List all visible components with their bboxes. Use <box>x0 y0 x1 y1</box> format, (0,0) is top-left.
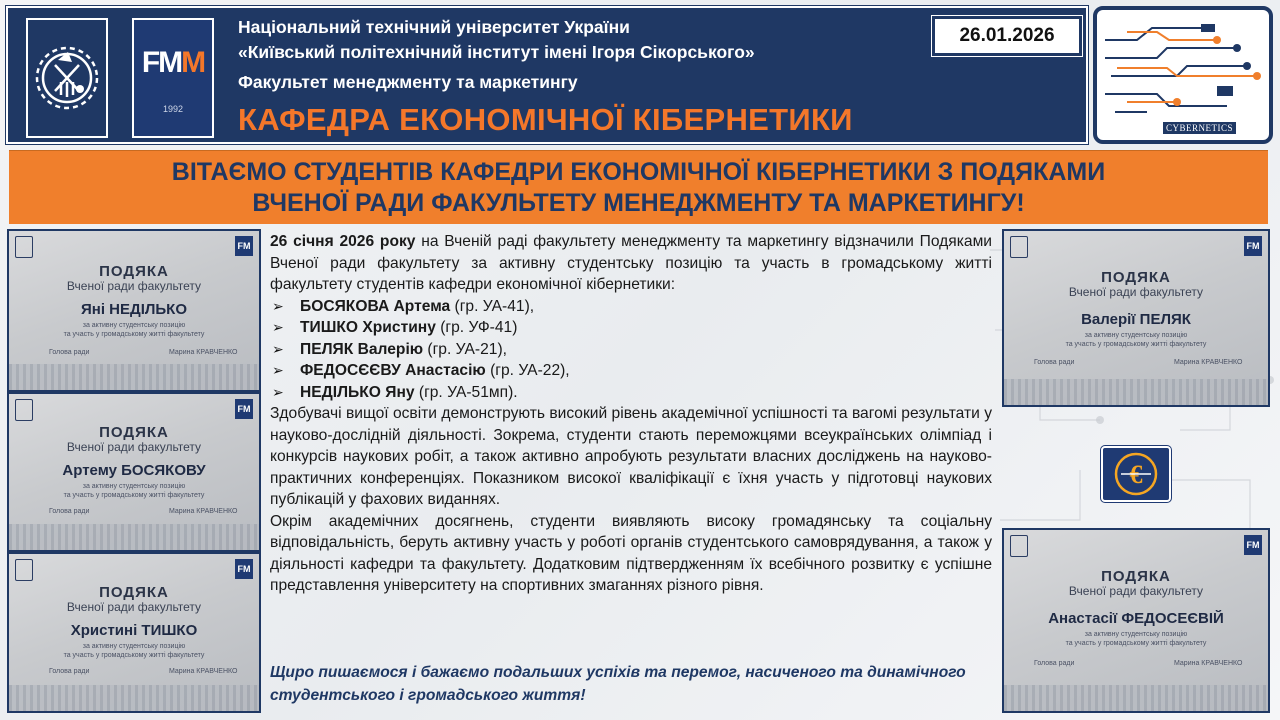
student-list <box>270 296 992 404</box>
cert-title: ПОДЯКА <box>99 584 169 601</box>
department-title: КАФЕДРА ЕКОНОМІЧНОЇ КІБЕРНЕТИКИ <box>238 102 853 137</box>
cert-fine-2: та участь у громадському житті факультету <box>1065 341 1207 348</box>
cert-recipient: Христині ТИШКО <box>70 622 198 639</box>
cert-emblem-icon <box>1010 236 1028 258</box>
kpi-emblem-icon <box>26 18 108 138</box>
list-item <box>270 339 992 361</box>
cert-title: ПОДЯКА <box>99 263 169 280</box>
fmm-logo-accent: M <box>181 46 205 79</box>
university-name-line2: «Київський політехнічний інститут імені Ігоря Сікорського» <box>238 42 755 62</box>
date-badge <box>932 16 1082 56</box>
cert-title: ПОДЯКА <box>1101 269 1171 286</box>
header-panel <box>6 6 1088 144</box>
cert-building-drawing <box>9 524 259 550</box>
cert-sign-right: Марина КРАВЧЕНКО <box>169 508 238 515</box>
fmm-year: 1992 <box>162 104 184 114</box>
cert-emblem-icon <box>1010 535 1028 557</box>
banner-line-1: ВІТАЄМО СТУДЕНТІВ КАФЕДРИ ЕКОНОМІЧНОЇ КІБЕРНЕТИКИ З ПОДЯКАМИ <box>171 157 1106 186</box>
article-intro-date: 26 січня 2026 року <box>270 233 416 250</box>
fmm-logo-text: FM <box>141 46 182 79</box>
cert-recipient: Яні НЕДІЛЬКО <box>81 301 187 318</box>
list-item <box>270 317 992 339</box>
ec-department-logo-icon <box>1101 446 1171 502</box>
cert-fine-2: та участь у громадському житті факультету <box>63 492 205 499</box>
cert-subtitle: Вченої ради факультету <box>1068 285 1204 299</box>
certificate-photo-tyshko <box>7 552 261 713</box>
student-name: ПЕЛЯК Валерію <box>300 340 424 358</box>
cert-emblem-icon <box>15 236 33 258</box>
cert-fine-1: за активну студентську позицію <box>82 322 186 329</box>
bullet-arrow-icon: ➢ <box>272 362 284 378</box>
banner-line-2: ВЧЕНОЇ РАДИ ФАКУЛЬТЕТУ МЕНЕДЖМЕНТУ ТА МАРКЕТИНГУ! <box>252 188 1025 217</box>
cert-sign-right: Марина КРАВЧЕНКО <box>1174 660 1243 667</box>
cert-sign-left: Голова ради <box>49 508 90 515</box>
cert-fm-icon: FM <box>1244 535 1262 555</box>
cert-emblem-icon <box>15 399 33 421</box>
congratulation-banner <box>9 150 1268 224</box>
fmm-logo-icon <box>132 18 214 138</box>
student-group: (гр. УА-21), <box>423 340 507 358</box>
student-name: БОСЯКОВА Артема <box>300 297 451 315</box>
cybernetics-label: CYBERNETICS <box>1163 122 1236 134</box>
bullet-arrow-icon: ➢ <box>272 297 284 314</box>
cybernetics-logo-icon <box>1093 6 1273 144</box>
list-item <box>270 296 992 318</box>
cert-sign-right: Марина КРАВЧЕНКО <box>169 349 238 356</box>
student-name: ТИШКО Христину <box>300 319 436 336</box>
cert-fine-1: за активну студентську позицію <box>82 643 186 650</box>
cert-subtitle: Вченої ради факультету <box>1068 584 1204 598</box>
cert-fine-1: за активну студентську позицію <box>1084 631 1188 638</box>
cert-building-drawing <box>9 364 259 390</box>
student-group: (гр. УА-41), <box>450 297 535 315</box>
cert-sign-left: Голова ради <box>49 349 90 356</box>
cert-fine-2: та участь у громадському житті факультету <box>63 652 205 659</box>
cert-building-drawing <box>1004 379 1268 405</box>
article-intro-text: на Вченій раді факультету менеджменту та маркетингу відзначили Подяками Вченої ради факультету за активну студентську позицію та участь в громадському житті факультету студентів кафедри економічної кібернетики: <box>270 233 992 293</box>
list-item <box>270 360 992 382</box>
cert-fine-2: та участь у громадському житті факультету <box>63 331 205 338</box>
article-body <box>270 231 992 597</box>
bullet-arrow-icon: ➢ <box>272 383 284 400</box>
cert-recipient: Артему БОСЯКОВУ <box>62 462 206 479</box>
university-name-line1: Національний технічний університет України <box>238 17 630 37</box>
cert-sign-right: Марина КРАВЧЕНКО <box>1174 359 1243 366</box>
svg-text:€: € <box>1129 460 1143 489</box>
student-group: (гр. УА-51мп). <box>414 383 518 401</box>
cert-subtitle: Вченої ради факультету <box>66 440 202 454</box>
article-paragraph-2: Здобувачі вищої освіти демонструють високий рівень академічної успішності та вагомі результати у науково-дослідній діяльності. Зокрема, студенти стають переможцями всеукраїнських олімпіад і конкурсів наукових робіт, а також активно апробують результати власних досліджень на науково-практичних конференціях. Показником високої кваліфікації є їхня участь у підготовці наукових публікацій у фахових виданнях. <box>270 405 992 508</box>
cert-sign-left: Голова ради <box>1034 359 1075 366</box>
cert-sign-right: Марина КРАВЧЕНКО <box>169 668 238 675</box>
faculty-name: Факультет менеджменту та маркетингу <box>238 72 578 92</box>
cert-fine-1: за активну студентську позицію <box>82 483 186 490</box>
bullet-arrow-icon: ➢ <box>272 319 284 335</box>
certificate-photo-fedoseeva <box>1002 528 1270 713</box>
cert-building-drawing <box>1004 685 1268 711</box>
student-name: НЕДІЛЬКО Яну <box>300 383 415 401</box>
student-group: (гр. УФ-41) <box>435 319 518 336</box>
student-group: (гр. УА-22), <box>485 362 570 379</box>
cert-fm-icon: FM <box>235 399 253 419</box>
certificate-photo-bosyakov <box>7 392 261 552</box>
cert-sign-left: Голова ради <box>1034 660 1075 667</box>
cert-subtitle: Вченої ради факультету <box>66 600 202 614</box>
certificate-photo-nedilko <box>7 229 261 392</box>
bullet-arrow-icon: ➢ <box>272 340 284 357</box>
cert-recipient: Валерії ПЕЛЯК <box>1081 311 1191 328</box>
cert-building-drawing <box>9 685 259 711</box>
certificate-photo-pelyak <box>1002 229 1270 407</box>
cert-fm-icon: FM <box>1244 236 1262 256</box>
list-item <box>270 382 992 404</box>
cert-sign-left: Голова ради <box>49 668 90 675</box>
cert-subtitle: Вченої ради факультету <box>66 279 202 293</box>
cert-fm-icon: FM <box>235 559 253 579</box>
article-closing: Щиро пишаємося і бажаємо подальших успіхів та перемог, насиченого та динамічного студентського і громадського життя! <box>270 664 966 704</box>
cert-fm-icon: FM <box>235 236 253 256</box>
cert-fine-1: за активну студентську позицію <box>1084 332 1188 339</box>
date-text: 26.01.2026 <box>959 25 1055 46</box>
article-paragraph-3: Окрім академічних досягнень, студенти виявляють високу громадянську та соціальну відповідальність, беруть активну участь у роботі органів студентського самоврядування, а також у діяльності кафедри та факультету. Додатковим підтвердженням їх всебічного розвитку є успішне представлення університету на спортивних змаганнях різного рівня. <box>270 512 992 594</box>
cert-emblem-icon <box>15 559 33 581</box>
student-name: ФЕДОСЄЄВУ Анастасію <box>300 362 486 379</box>
article-intro <box>270 231 992 296</box>
cert-fine-2: та участь у громадському житті факультету <box>1065 640 1207 647</box>
cert-title: ПОДЯКА <box>99 424 169 441</box>
cert-title: ПОДЯКА <box>1101 568 1171 585</box>
cert-recipient: Анастасії ФЕДОСЕЄВІЙ <box>1048 610 1224 627</box>
